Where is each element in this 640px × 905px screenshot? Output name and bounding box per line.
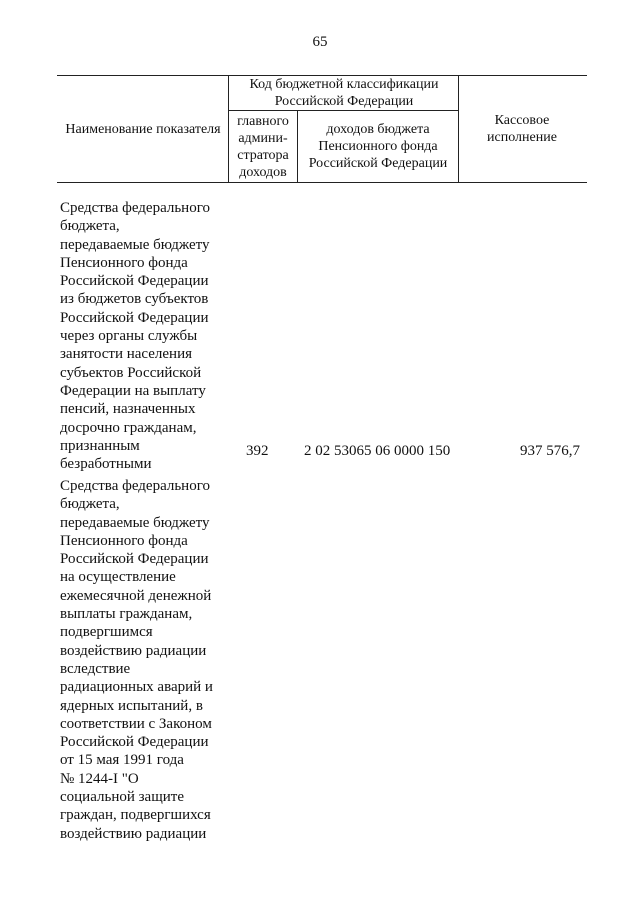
- income-code: 2 02 53065 06 0000 150: [304, 443, 451, 459]
- row-name-line: из бюджетов субъектов: [60, 291, 209, 308]
- row-name-line: Российской Федерации: [60, 309, 209, 326]
- row-name-line: Пенсионного фонда: [60, 532, 188, 549]
- row-name-line: от 15 мая 1991 года: [60, 752, 184, 769]
- header-name: Наименование показателя: [65, 121, 221, 137]
- row-name-line: на осуществление: [60, 569, 176, 586]
- row-name: [60, 477, 230, 843]
- header-admin-line: админи-: [238, 130, 288, 146]
- page-number: 65: [312, 34, 328, 50]
- header-code-group: Код бюджетной классификации Российской Федерации: [249, 77, 439, 109]
- header-bottom-border: [57, 182, 587, 183]
- row-name-line: Средства федерального: [60, 478, 210, 494]
- row-name-line: передаваемые бюджету: [60, 514, 210, 531]
- row-name-line: радиационных аварий и: [60, 679, 213, 696]
- row-name-line: Средства федерального: [60, 200, 210, 216]
- row-name-line: воздействию радиации: [60, 825, 207, 842]
- row-name-line: соответствии с Законом: [60, 715, 212, 732]
- row-name-line: Российской Федерации: [60, 734, 209, 751]
- row-name-line: субъектов Российской: [60, 364, 202, 381]
- row-name-line: пенсий, назначенных: [60, 401, 196, 418]
- row-name-line: бюджета,: [60, 218, 120, 235]
- admin-code: 392: [246, 443, 269, 459]
- row-name-line: признанным: [60, 437, 140, 454]
- row-name-line: ежемесячной денежной: [60, 587, 212, 604]
- row-name-line: подвергшимся: [60, 624, 153, 641]
- header-divider-2: [297, 110, 298, 183]
- header-admin-line: доходов: [239, 164, 287, 180]
- row-name-line: Российской Федерации: [60, 273, 209, 290]
- row-name: [60, 199, 230, 473]
- header-admin-line: главного: [237, 113, 289, 129]
- row-name-line: ядерных испытаний, в: [60, 697, 203, 714]
- row-name-line: воздействию радиации: [60, 642, 207, 659]
- row-name-line: выплаты гражданам,: [60, 606, 193, 623]
- row-name-line: безработными: [60, 456, 152, 473]
- row-name-line: досрочно гражданам,: [60, 419, 197, 436]
- row-name-line: передаваемые бюджету: [60, 236, 210, 253]
- row-name-line: вследствие: [60, 660, 131, 677]
- row-name-line: граждан, подвергшихся: [60, 807, 211, 824]
- row-name-line: через органы службы: [60, 328, 198, 345]
- header-admin: [229, 111, 297, 182]
- header-admin-line: стратора: [237, 147, 289, 163]
- header-divider-3: [458, 75, 459, 183]
- row-name-line: бюджета,: [60, 496, 120, 513]
- amount: 937 576,7: [520, 443, 580, 459]
- row-name-line: Пенсионного фонда: [60, 254, 188, 271]
- row-name-line: Российской Федерации: [60, 551, 209, 568]
- row-name-line: социальной защите: [60, 789, 185, 806]
- row-name-line: занятости населения: [60, 346, 193, 363]
- row-name-line: Федерации на выплату: [60, 382, 206, 399]
- header-execution: Кассовое исполнение: [487, 113, 557, 145]
- row-name-line: № 1244-I "О: [60, 770, 139, 787]
- header-income: доходов бюджета Пенсионного фонда Российской Федерации: [308, 122, 448, 171]
